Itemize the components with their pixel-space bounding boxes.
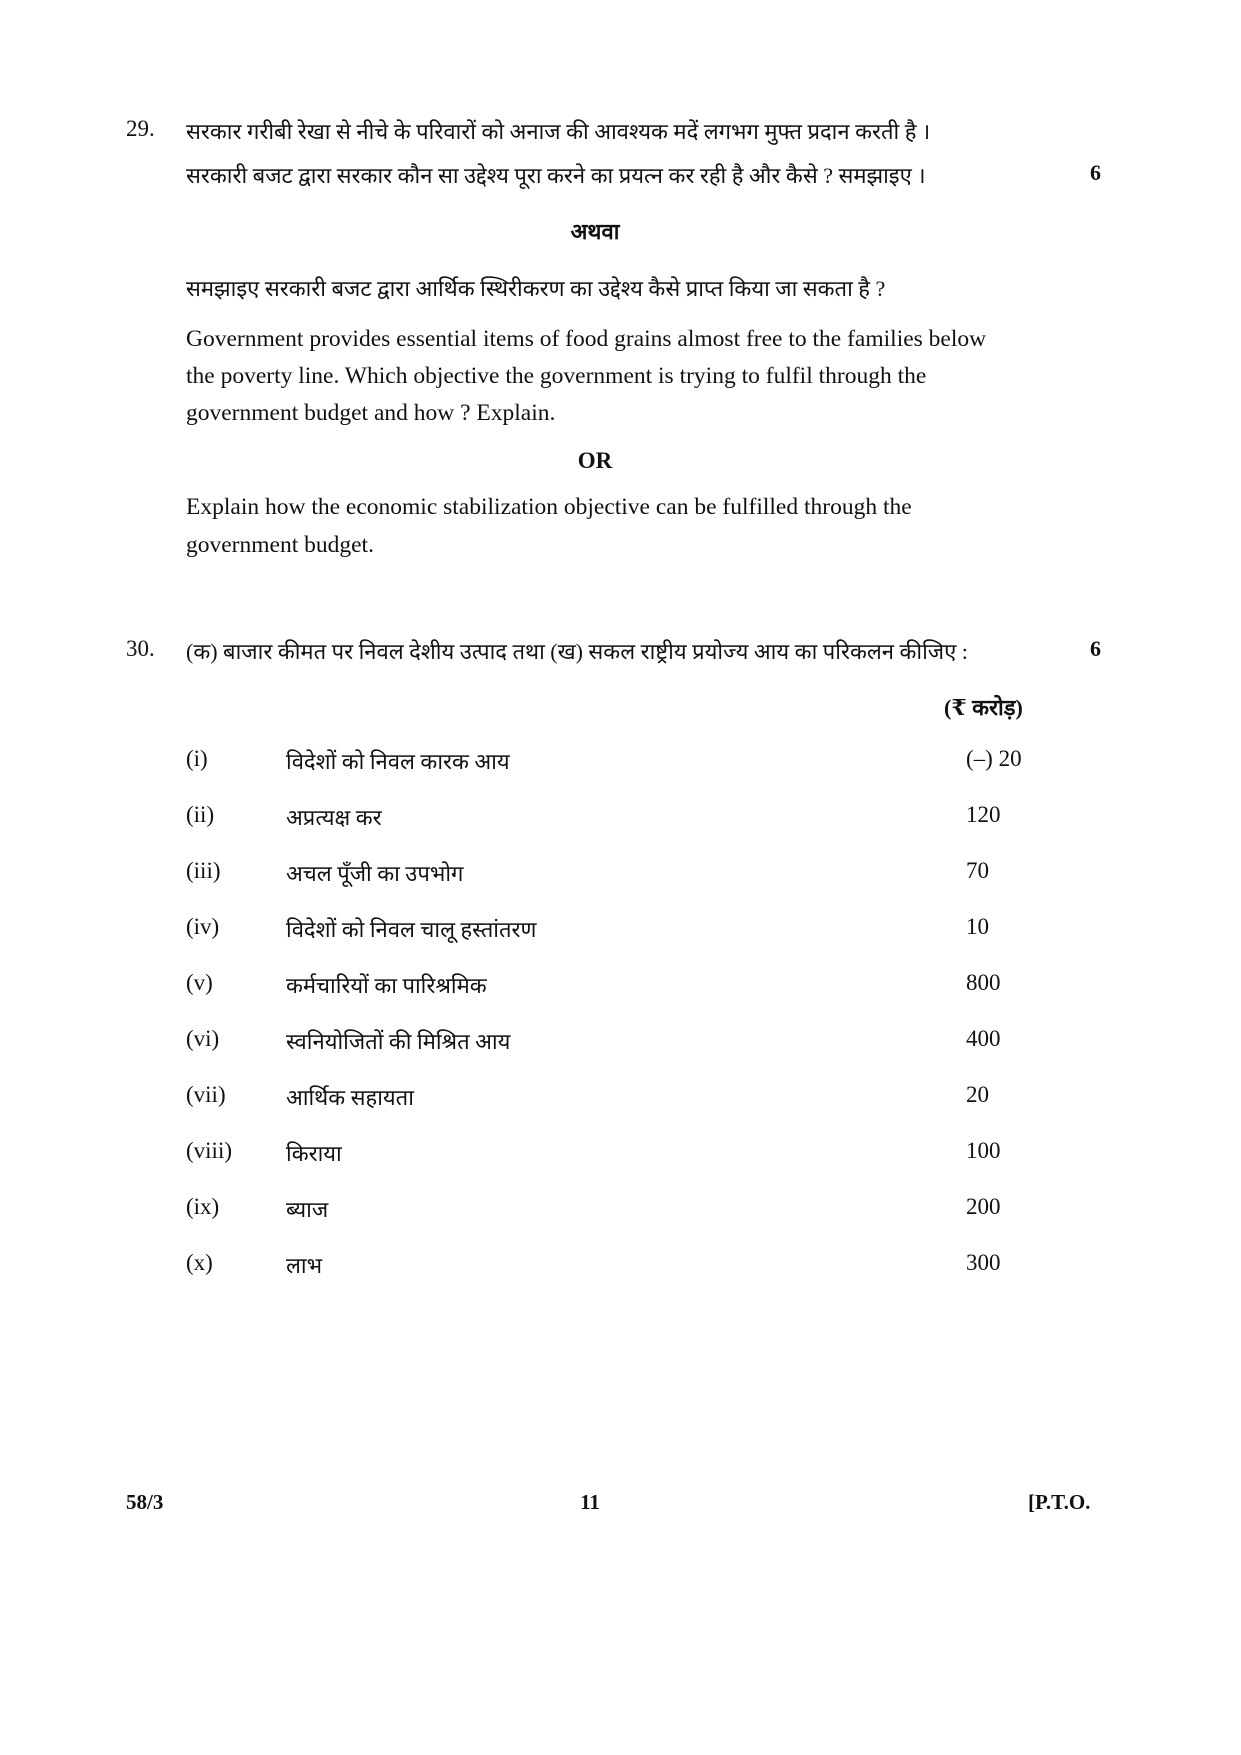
- item-label: लाभ: [286, 1253, 323, 1278]
- question-29-hindi-line-2: सरकारी बजट द्वारा सरकार कौन सा उद्देश्य पूरा करने का प्रयत्न कर रही है और कैसे ? समझाइए ।: [186, 163, 926, 188]
- item-label: अचल पूँजी का उपभोग: [286, 861, 464, 886]
- question-29-marks: 6: [1090, 160, 1101, 185]
- item-label: कर्मचारियों का पारिश्रमिक: [286, 973, 487, 998]
- question-30-hindi-question: (क) बाजार कीमत पर निवल देशीय उत्पाद तथा (ख) सकल राष्ट्रीय प्रयोज्य आय का परिकलन कीजिए :: [186, 639, 968, 664]
- item-label: विदेशों को निवल कारक आय: [286, 749, 510, 774]
- question-29-english-line-1: Government provides essential items of food grains almost free to the families below: [186, 326, 987, 352]
- question-29-number: 29.: [126, 116, 155, 141]
- list-item: [186, 858, 1086, 894]
- question-29-english-line-3: government budget and how ? Explain.: [186, 400, 556, 426]
- list-item: [186, 746, 1086, 782]
- item-index: (v): [186, 970, 213, 995]
- question-30-marks: 6: [1090, 636, 1101, 661]
- item-value: 120: [966, 802, 1001, 827]
- item-label: किराया: [286, 1141, 342, 1166]
- question-29-english-alt-line-1: Explain how the economic stabilization objective can be fulfilled through the: [186, 494, 912, 520]
- question-29-hindi-alternative: समझाइए सरकारी बजट द्वारा आर्थिक स्थिरीकरण का उद्देश्य कैसे प्राप्त किया जा सकता है ?: [186, 276, 886, 301]
- item-value: 300: [966, 1250, 1001, 1275]
- item-index: (ii): [186, 802, 215, 827]
- question-29-english-alt-line-2: government budget.: [186, 532, 374, 558]
- item-label: स्वनियोजितों की मिश्रित आय: [286, 1029, 511, 1054]
- item-index: (vii): [186, 1082, 226, 1107]
- item-index: (ix): [186, 1194, 220, 1219]
- item-index: (x): [186, 1250, 213, 1275]
- please-turn-over: [P.T.O.: [1028, 1490, 1091, 1514]
- item-index: (viii): [186, 1138, 232, 1163]
- item-label: विदेशों को निवल चालू हस्तांतरण: [286, 917, 537, 942]
- item-value: (–) 20: [966, 746, 1022, 771]
- item-index: (iii): [186, 858, 221, 883]
- question-29-hindi-or: अथवा: [570, 219, 620, 244]
- page-number: 11: [580, 1490, 600, 1514]
- list-item: [186, 802, 1086, 838]
- list-item: [186, 970, 1086, 1006]
- item-value: 400: [966, 1026, 1001, 1051]
- item-index: (i): [186, 746, 208, 771]
- item-index: (iv): [186, 914, 220, 939]
- item-value: 10: [966, 914, 989, 939]
- question-30-number: 30.: [126, 636, 155, 661]
- question-29-english-or: OR: [577, 448, 613, 473]
- question-29-english-line-2: the poverty line. Which objective the government is trying to fulfil through the: [186, 363, 927, 389]
- list-item: [186, 1082, 1086, 1118]
- item-label: आर्थिक सहायता: [286, 1085, 414, 1110]
- list-item: [186, 1138, 1086, 1174]
- item-value: 200: [966, 1194, 1001, 1219]
- item-label: ब्याज: [286, 1197, 329, 1222]
- item-label: अप्रत्यक्ष कर: [286, 805, 382, 830]
- paper-code: 58/3: [126, 1490, 164, 1514]
- item-value: 100: [966, 1138, 1001, 1163]
- list-item: [186, 1194, 1086, 1230]
- question-29-hindi-line-1: सरकार गरीबी रेखा से नीचे के परिवारों को अनाज की आवश्यक मदें लगभग मुफ्त प्रदान करती है ।: [186, 119, 931, 144]
- list-item: [186, 1250, 1086, 1286]
- item-value: 20: [966, 1082, 989, 1107]
- item-index: (vi): [186, 1026, 220, 1051]
- list-item: [186, 914, 1086, 950]
- list-item: [186, 1026, 1086, 1062]
- item-value: 800: [966, 970, 1001, 995]
- item-value: 70: [966, 858, 989, 883]
- amount-unit-label: (₹ करोड़): [944, 695, 1023, 720]
